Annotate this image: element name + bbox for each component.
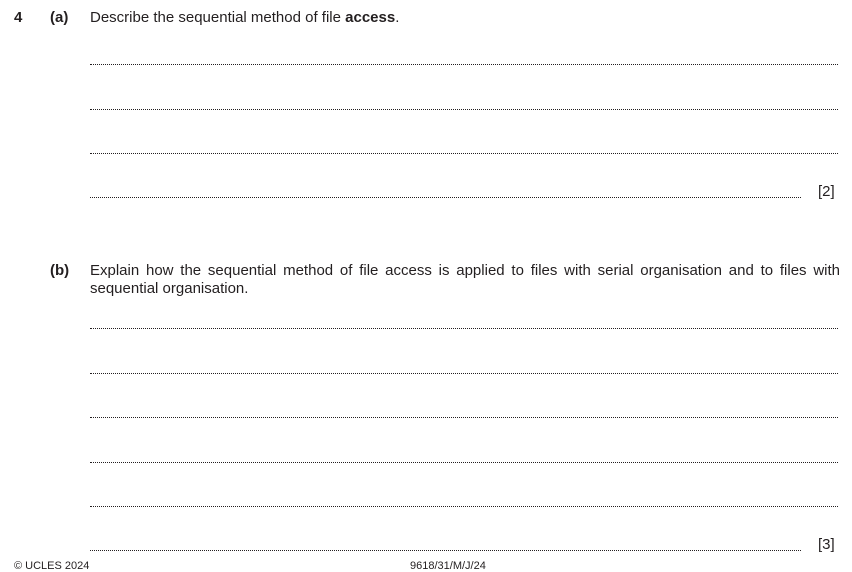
answer-line-a1[interactable] bbox=[90, 64, 838, 65]
answer-line-a2[interactable] bbox=[90, 109, 838, 110]
part-a-text-suffix: . bbox=[395, 9, 400, 26]
part-a-marks: [2] bbox=[818, 183, 835, 200]
footer-copyright: © UCLES 2024 bbox=[14, 560, 90, 572]
answer-line-b5[interactable] bbox=[90, 506, 838, 507]
part-a-text-prefix: Describe the sequential method of file bbox=[90, 9, 346, 26]
part-b-question-text: Explain how the sequential method of file access is applied to files with serial organisation and to files with sequential organisation. bbox=[90, 262, 840, 297]
answer-line-b4[interactable] bbox=[90, 462, 838, 463]
part-a-question-text bbox=[90, 9, 399, 26]
answer-line-b1[interactable] bbox=[90, 328, 838, 329]
question-number: 4 bbox=[14, 9, 23, 26]
part-b-marks: [3] bbox=[818, 536, 835, 553]
part-a-text-bold: access bbox=[345, 9, 396, 26]
answer-line-b6[interactable] bbox=[90, 550, 801, 551]
footer-paper-code: 9618/31/M/J/24 bbox=[410, 560, 486, 572]
answer-line-b3[interactable] bbox=[90, 417, 838, 418]
part-a-label: (a) bbox=[50, 9, 69, 26]
answer-line-a3[interactable] bbox=[90, 153, 838, 154]
answer-line-a4[interactable] bbox=[90, 197, 801, 198]
part-b-label: (b) bbox=[50, 262, 70, 279]
answer-line-b2[interactable] bbox=[90, 373, 838, 374]
